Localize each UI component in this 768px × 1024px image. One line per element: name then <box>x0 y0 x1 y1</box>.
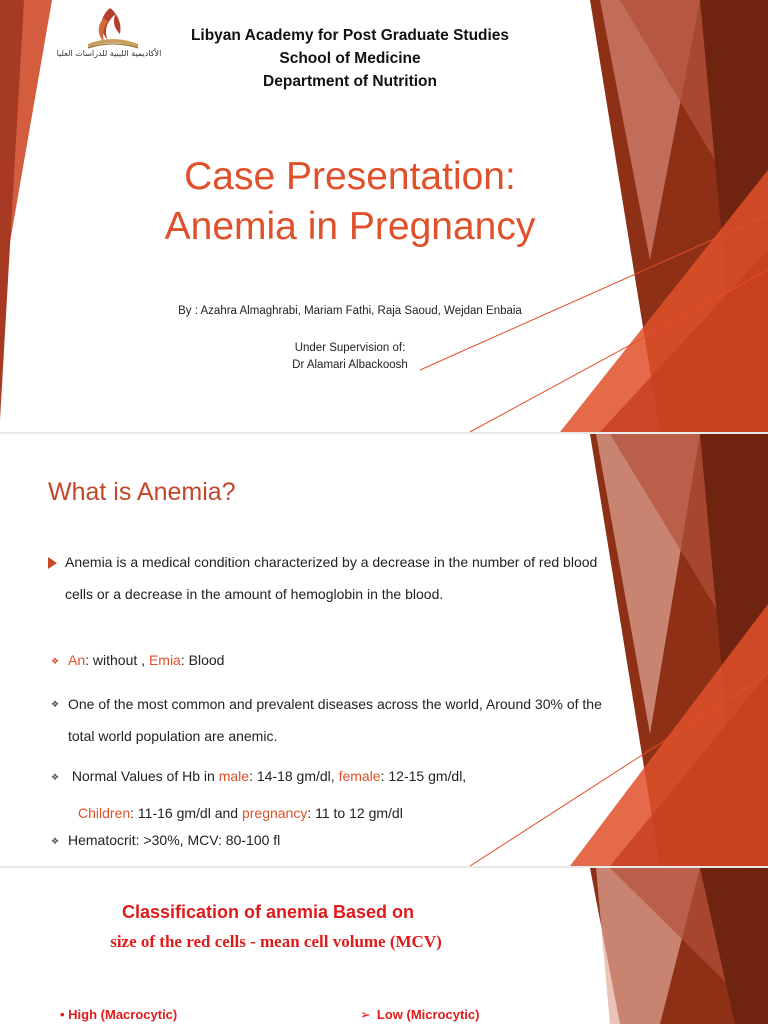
etymology-emia-meaning: : Blood <box>180 652 225 668</box>
hematocrit-text: Hematocrit: >30%, MCV: 80-100 fl <box>68 832 281 848</box>
children-label: Children <box>78 805 131 822</box>
title-line-2: Anemia in Pregnancy <box>164 205 536 248</box>
department-name: Department of Nutrition <box>263 73 437 90</box>
authors: By : Azahra Almaghrabi, Mariam Fathi, Raja Saoud, Wejdan Enbaia <box>178 305 522 317</box>
male-value: : 14-18 gm/dl, <box>249 768 339 784</box>
supervisor-name: Dr Alamari Albackoosh <box>292 359 408 371</box>
etymology-an-meaning: : without , <box>85 652 149 668</box>
triangle-bullet-icon <box>48 557 57 569</box>
children-value: : 11-16 gm/dl and <box>130 805 242 822</box>
slide-what-is-anemia <box>0 434 768 866</box>
supervision-label: Under Supervision of: <box>294 342 406 354</box>
definition-text: Anemia is a medical condition characterized by a decrease in the number of red blood cells or a decrease in the amount of hemoglobin in the blood. <box>65 554 598 602</box>
institution-header <box>150 24 550 93</box>
definition-bullet <box>48 546 628 610</box>
diamond-bullet-icon: ❖ <box>50 655 60 666</box>
prevalence-text: One of the most common and prevalent diseases across the world, Around 30% of the total world population are anemic. <box>68 696 602 744</box>
etymology-an: An <box>68 652 86 668</box>
etymology-emia: Emia <box>148 652 181 668</box>
slide-heading: What is Anemia? <box>48 478 236 506</box>
classification-title: Classification of anemia Based on <box>121 902 415 922</box>
prevalence-bullet <box>48 688 628 752</box>
pregnancy-label: pregnancy <box>241 805 308 822</box>
slide-classification <box>0 868 768 1024</box>
slide-title <box>0 0 768 432</box>
supervision <box>100 340 600 374</box>
male-label: male <box>218 768 250 784</box>
presentation-title <box>110 152 590 252</box>
female-label: female <box>338 768 381 784</box>
academy-name: Libyan Academy for Post Graduate Studies <box>190 27 510 44</box>
pregnancy-value: : 11 to 12 gm/dl <box>307 805 403 822</box>
high-macrocytic: • High (Macrocytic) <box>60 1007 178 1022</box>
low-microcytic: Low (Microcytic) <box>376 1007 480 1022</box>
low-microcytic-item <box>360 1007 479 1023</box>
hematocrit-bullet <box>48 832 628 848</box>
school-name: School of Medicine <box>279 50 421 67</box>
title-line-1: Case Presentation: <box>184 155 516 198</box>
academy-logo-text: الأكاديمية الليبية للدراسات العليا <box>56 49 162 58</box>
etymology-bullet <box>48 652 628 668</box>
classification-subtitle: size of the red cells - mean cell volume (MCV) <box>110 932 442 951</box>
diamond-bullet-icon: ❖ <box>50 835 60 846</box>
diamond-bullet-icon: ❖ <box>50 772 60 783</box>
female-value: : 12-15 gm/dl, <box>380 768 467 784</box>
diamond-bullet-icon: ❖ <box>50 699 60 709</box>
normal-values-bullet <box>48 758 628 831</box>
normal-values-prefix: Normal Values of Hb in <box>71 768 219 784</box>
arrow-bullet-icon: ➢ <box>360 1007 371 1022</box>
